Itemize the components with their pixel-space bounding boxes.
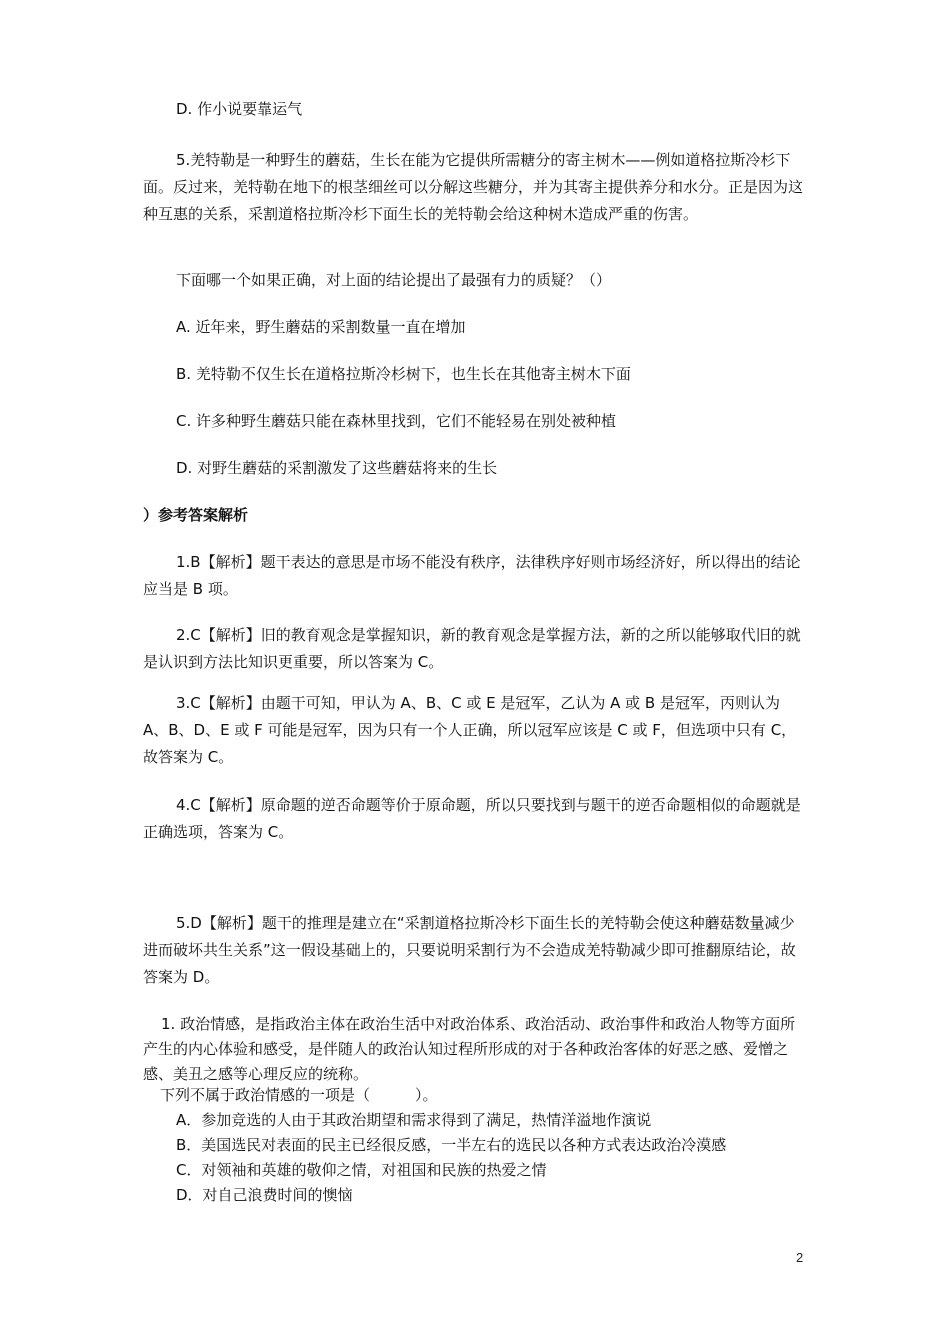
q5-option-c: C. 许多种野生蘑菇只能在森林里找到，它们不能轻易在别处被种植 xyxy=(176,412,617,430)
answer-1: 1.B【解析】题干表达的意思是市场不能没有秩序，法律秩序好则市场经济好，所以得出的结论应当是 B 项。 xyxy=(143,553,801,598)
politics-question-stem: 1. 政治情感，是指政治主体在政治生活中对政治体系、政治活动、政治事件和政治人物等方面所产生的内心体验和感受，是伴随人的政治认知过程所形成的对于各种政治客体的好恶之感、爱憎之感、美丑之感等心理反应的统称。 xyxy=(143,1015,796,1083)
q4-option-d: D. 作小说要靠运气 xyxy=(176,100,303,118)
page-number: 2 xyxy=(796,1250,804,1265)
politics-option-c: C．对领袖和英雄的敬仰之情，对祖国和民族的热爱之情 xyxy=(176,1161,547,1179)
q5-option-d: D. 对野生蘑菇的采割激发了这些蘑菇将来的生长 xyxy=(176,459,498,477)
q5-stem: 5.羌特勒是一种野生的蘑菇，生长在能为它提供所需糖分的寄主树木——例如道格拉斯冷杉下面。反过来，羌特勒在地下的根茎细丝可以分解这些糖分，并为其寄主提供养分和水分。正是因为这种互惠的关系，采割道格拉斯冷杉下面生长的羌特勒会给这种树木造成严重的伤害。 xyxy=(143,151,804,223)
q5-question: 下面哪一个如果正确，对上面的结论提出了最强有力的质疑？（） xyxy=(176,271,612,289)
answer-5: 5.D【解析】题干的推理是建立在“采割道格拉斯冷杉下面生长的羌特勒会使这种蘑菇数量减少进而破坏共生关系”这一假设基础上的，只要说明采割行为不会造成羌特勒减少即可推翻原结论，故答案为 D。 xyxy=(143,914,796,986)
politics-option-d: D．对自己浪费时间的懊恼 xyxy=(176,1186,353,1204)
politics-option-a: A．参加竞选的人由于其政治期望和需求得到了满足，热情洋溢地作演说 xyxy=(176,1111,652,1129)
politics-question-prompt: 下列不属于政治情感的一项是（ ）。 xyxy=(160,1086,438,1104)
q5-option-a: A. 近年来，野生蘑菇的采割数量一直在增加 xyxy=(176,318,466,336)
answer-4: 4.C【解析】原命题的逆否命题等价于原命题，所以只要找到与题干的逆否命题相似的命题就是正确选项，答案为 C。 xyxy=(143,796,801,841)
answer-2: 2.C【解析】旧的教育观念是掌握知识，新的教育观念是掌握方法，新的之所以能够取代旧的就是认识到方法比知识更重要，所以答案为 C。 xyxy=(143,626,801,671)
q5-option-b: B. 羌特勒不仅生长在道格拉斯冷杉树下，也生长在其他寄主树木下面 xyxy=(176,365,631,383)
politics-option-b: B．美国选民对表面的民主已经很反感，一半左右的选民以各种方式表达政治冷漠感 xyxy=(176,1136,727,1154)
answer-3: 3.C【解析】由题干可知，甲认为 A、B、C 或 E 是冠军，乙认为 A 或 B 是冠军，丙则认为 A、B、D、E 或 F 可能是冠军，因为只有一个人正确，所以冠军应该是 C 或 F，但选项中只有 C，故答案为 C。 xyxy=(143,694,797,766)
answers-heading: ）参考答案解析 xyxy=(143,506,249,524)
